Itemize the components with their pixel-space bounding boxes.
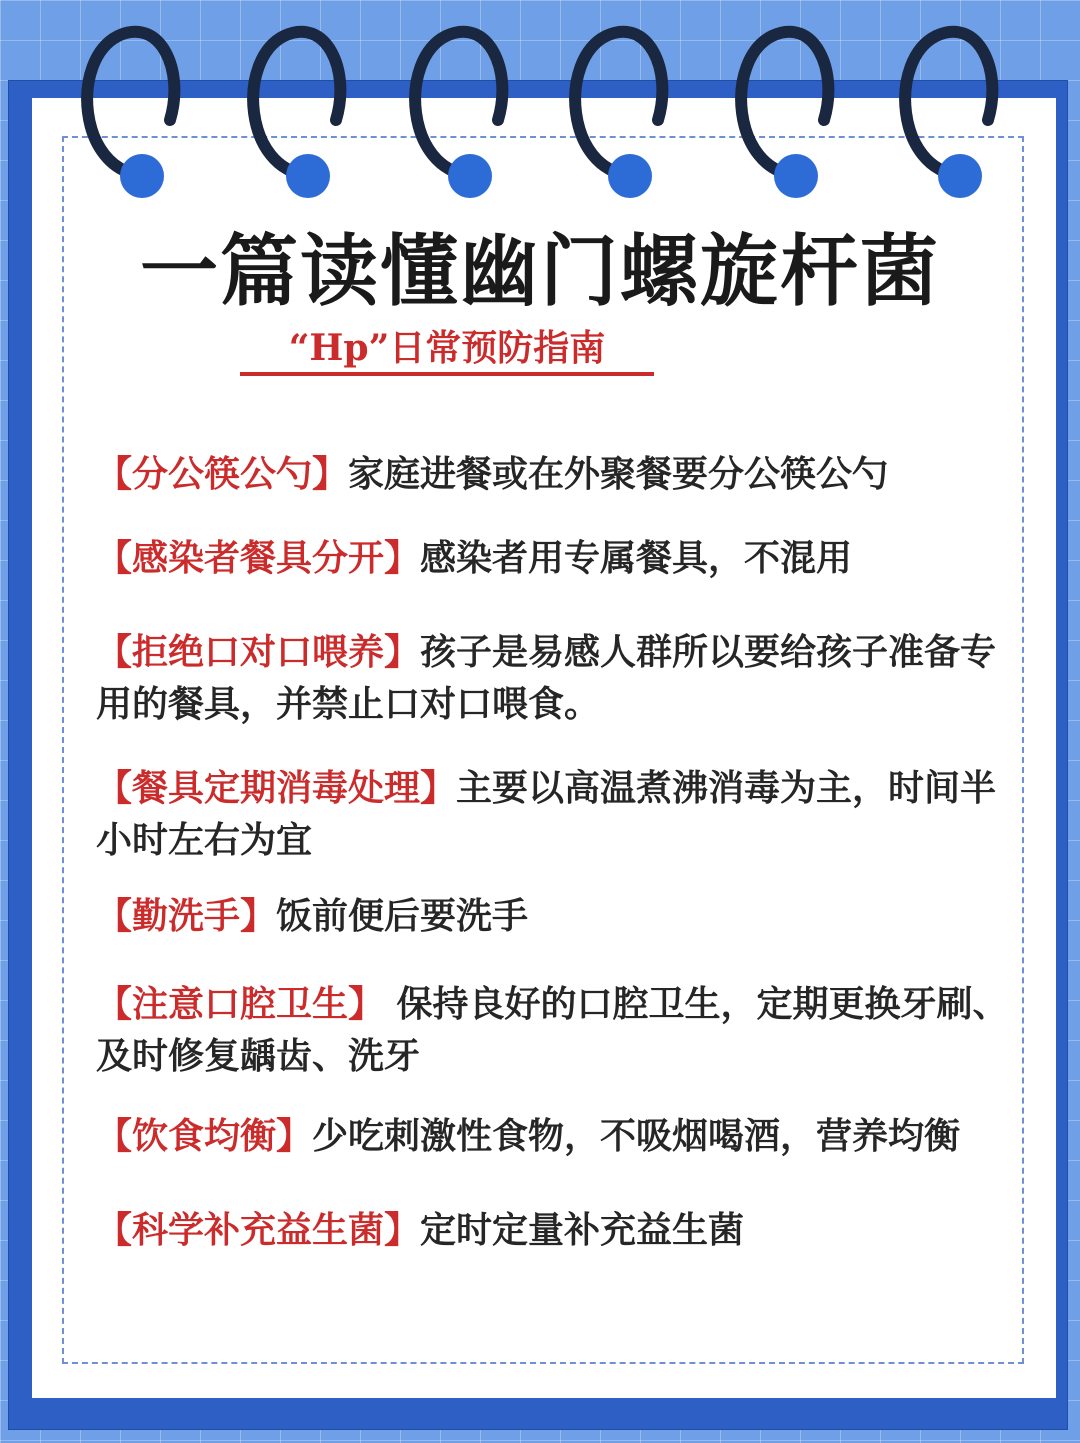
- tip-item: [96, 890, 1026, 942]
- tip-item: [96, 448, 1026, 500]
- tip-text: 感染者用专属餐具，不混用: [420, 537, 853, 579]
- tip-label: 【分公筷公勺】: [96, 453, 349, 495]
- tip-label: 【注意口腔卫生】: [96, 983, 385, 1025]
- tip-text: 主要以高温煮沸消毒为主，时间半小时左右为宜: [96, 767, 997, 861]
- page-subtitle: “Hp”日常预防指南: [288, 327, 606, 369]
- binding-ring-5: [741, 32, 828, 198]
- tip-text: 饭前便后要洗手: [276, 895, 529, 937]
- tip-item: [96, 1204, 1026, 1256]
- tip-text: 定时定量补充益生菌: [420, 1209, 745, 1251]
- binding-ring-2: [253, 32, 340, 198]
- tip-label: 【感染者餐具分开】: [96, 537, 421, 579]
- page-title: 一篇读懂幽门螺旋杆菌: [139, 226, 940, 317]
- binding-ring-4: [575, 32, 662, 198]
- tip-text: 保持良好的口腔卫生，定期更换牙刷、及时修复龋齿、洗牙: [96, 983, 1009, 1077]
- tip-label: 【科学补充益生菌】: [96, 1209, 421, 1251]
- tip-item: [96, 532, 1026, 584]
- tip-label: 【勤洗手】: [96, 895, 277, 937]
- subtitle-underline: [240, 372, 654, 376]
- tip-item: [96, 762, 1026, 866]
- binding-ring-3: [415, 32, 502, 198]
- tip-text: 家庭进餐或在外聚餐要分公筷公勺: [348, 453, 889, 495]
- tip-item: [96, 1110, 1026, 1162]
- tip-label: 【餐具定期消毒处理】: [96, 767, 457, 809]
- tip-label: 【饮食均衡】: [96, 1115, 313, 1157]
- tip-item: [96, 626, 1026, 730]
- tip-item: [96, 978, 1026, 1082]
- tip-text: 孩子是易感人群所以要给孩子准备专用的餐具，并禁止口对口喂食。: [96, 631, 997, 725]
- binding-ring-1: [87, 32, 174, 198]
- tip-label: 【拒绝口对口喂养】: [96, 631, 421, 673]
- spiral-binding: [0, 0, 1080, 220]
- binding-ring-6: [905, 32, 992, 198]
- tip-text: 少吃刺激性食物，不吸烟喝酒，营养均衡: [312, 1115, 961, 1157]
